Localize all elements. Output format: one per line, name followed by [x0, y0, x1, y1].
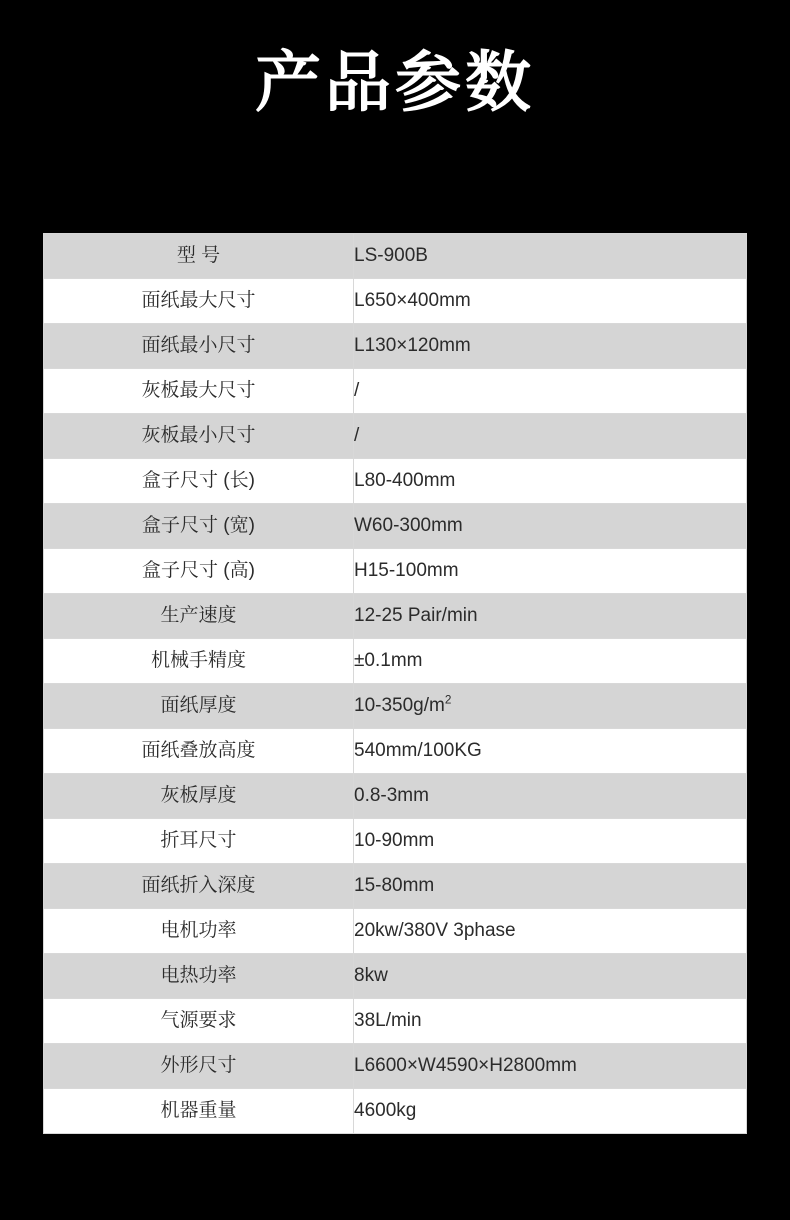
- spec-value-cell: L650×400mm: [354, 279, 747, 324]
- spec-value-cell: 12-25 Pair/min: [354, 594, 747, 639]
- spec-value-cell: 0.8-3mm: [354, 774, 747, 819]
- specifications-table: [43, 233, 747, 1134]
- spec-label-cell: 面纸叠放高度: [44, 729, 354, 774]
- table-row: [44, 414, 747, 459]
- table-row: [44, 999, 747, 1044]
- table-row: [44, 594, 747, 639]
- spec-value-cell: 20kw/380V 3phase: [354, 909, 747, 954]
- spec-label-cell: 生产速度: [44, 594, 354, 639]
- page-title-band: [0, 0, 790, 163]
- spec-label-cell: 外形尺寸: [44, 1044, 354, 1089]
- spec-value-cell: 4600kg: [354, 1089, 747, 1134]
- spec-label-cell: 面纸最小尺寸: [44, 324, 354, 369]
- spec-label-cell: 盒子尺寸 (宽): [44, 504, 354, 549]
- spec-value-cell: 10-90mm: [354, 819, 747, 864]
- table-row: [44, 684, 747, 729]
- table-row: [44, 639, 747, 684]
- table-row: [44, 774, 747, 819]
- table-row: [44, 819, 747, 864]
- spec-label-cell: 灰板最小尺寸: [44, 414, 354, 459]
- spec-value-cell: H15-100mm: [354, 549, 747, 594]
- spec-label-cell: 面纸最大尺寸: [44, 279, 354, 324]
- table-row: [44, 729, 747, 774]
- spec-label-cell: 盒子尺寸 (长): [44, 459, 354, 504]
- table-row: [44, 279, 747, 324]
- spec-label-cell: 盒子尺寸 (高): [44, 549, 354, 594]
- spec-value-cell: W60-300mm: [354, 504, 747, 549]
- table-row: [44, 954, 747, 999]
- spec-label-cell: 灰板厚度: [44, 774, 354, 819]
- spec-value-cell: 8kw: [354, 954, 747, 999]
- spec-value-cell: 15-80mm: [354, 864, 747, 909]
- page-title: 产品参数: [255, 44, 535, 119]
- spec-table-container: [0, 163, 790, 1134]
- unit-superscript: 2: [444, 693, 452, 707]
- spec-value-cell: L6600×W4590×H2800mm: [354, 1044, 747, 1089]
- spec-label-cell: 折耳尺寸: [44, 819, 354, 864]
- spec-value-cell: 38L/min: [354, 999, 747, 1044]
- spec-value-cell: LS-900B: [354, 234, 747, 279]
- table-row: [44, 369, 747, 414]
- spec-label-cell: 气源要求: [44, 999, 354, 1044]
- bottom-filler: [0, 1134, 790, 1194]
- table-row: [44, 504, 747, 549]
- spec-label-cell: 面纸厚度: [44, 684, 354, 729]
- table-row: [44, 1089, 747, 1134]
- spec-label-cell: 型 号: [44, 234, 354, 279]
- spec-value-cell: 540mm/100KG: [354, 729, 747, 774]
- spec-value-cell: /: [354, 369, 747, 414]
- spec-value-cell: L80-400mm: [354, 459, 747, 504]
- spec-value-cell: L130×120mm: [354, 324, 747, 369]
- spec-value-cell: ±0.1mm: [354, 639, 747, 684]
- spec-label-cell: 机器重量: [44, 1089, 354, 1134]
- table-row: [44, 234, 747, 279]
- table-row: [44, 909, 747, 954]
- spec-label-cell: 电热功率: [44, 954, 354, 999]
- table-row: [44, 324, 747, 369]
- spec-value-cell: /: [354, 414, 747, 459]
- spec-label-cell: 灰板最大尺寸: [44, 369, 354, 414]
- spec-label-cell: 电机功率: [44, 909, 354, 954]
- table-row: [44, 549, 747, 594]
- spec-label-cell: 面纸折入深度: [44, 864, 354, 909]
- table-row: [44, 459, 747, 504]
- spec-value-cell: $10-350g/m^2$: [354, 684, 747, 729]
- spec-label-cell: 机械手精度: [44, 639, 354, 684]
- table-row: [44, 1044, 747, 1089]
- spec-table-body: [44, 234, 747, 1134]
- table-row: [44, 864, 747, 909]
